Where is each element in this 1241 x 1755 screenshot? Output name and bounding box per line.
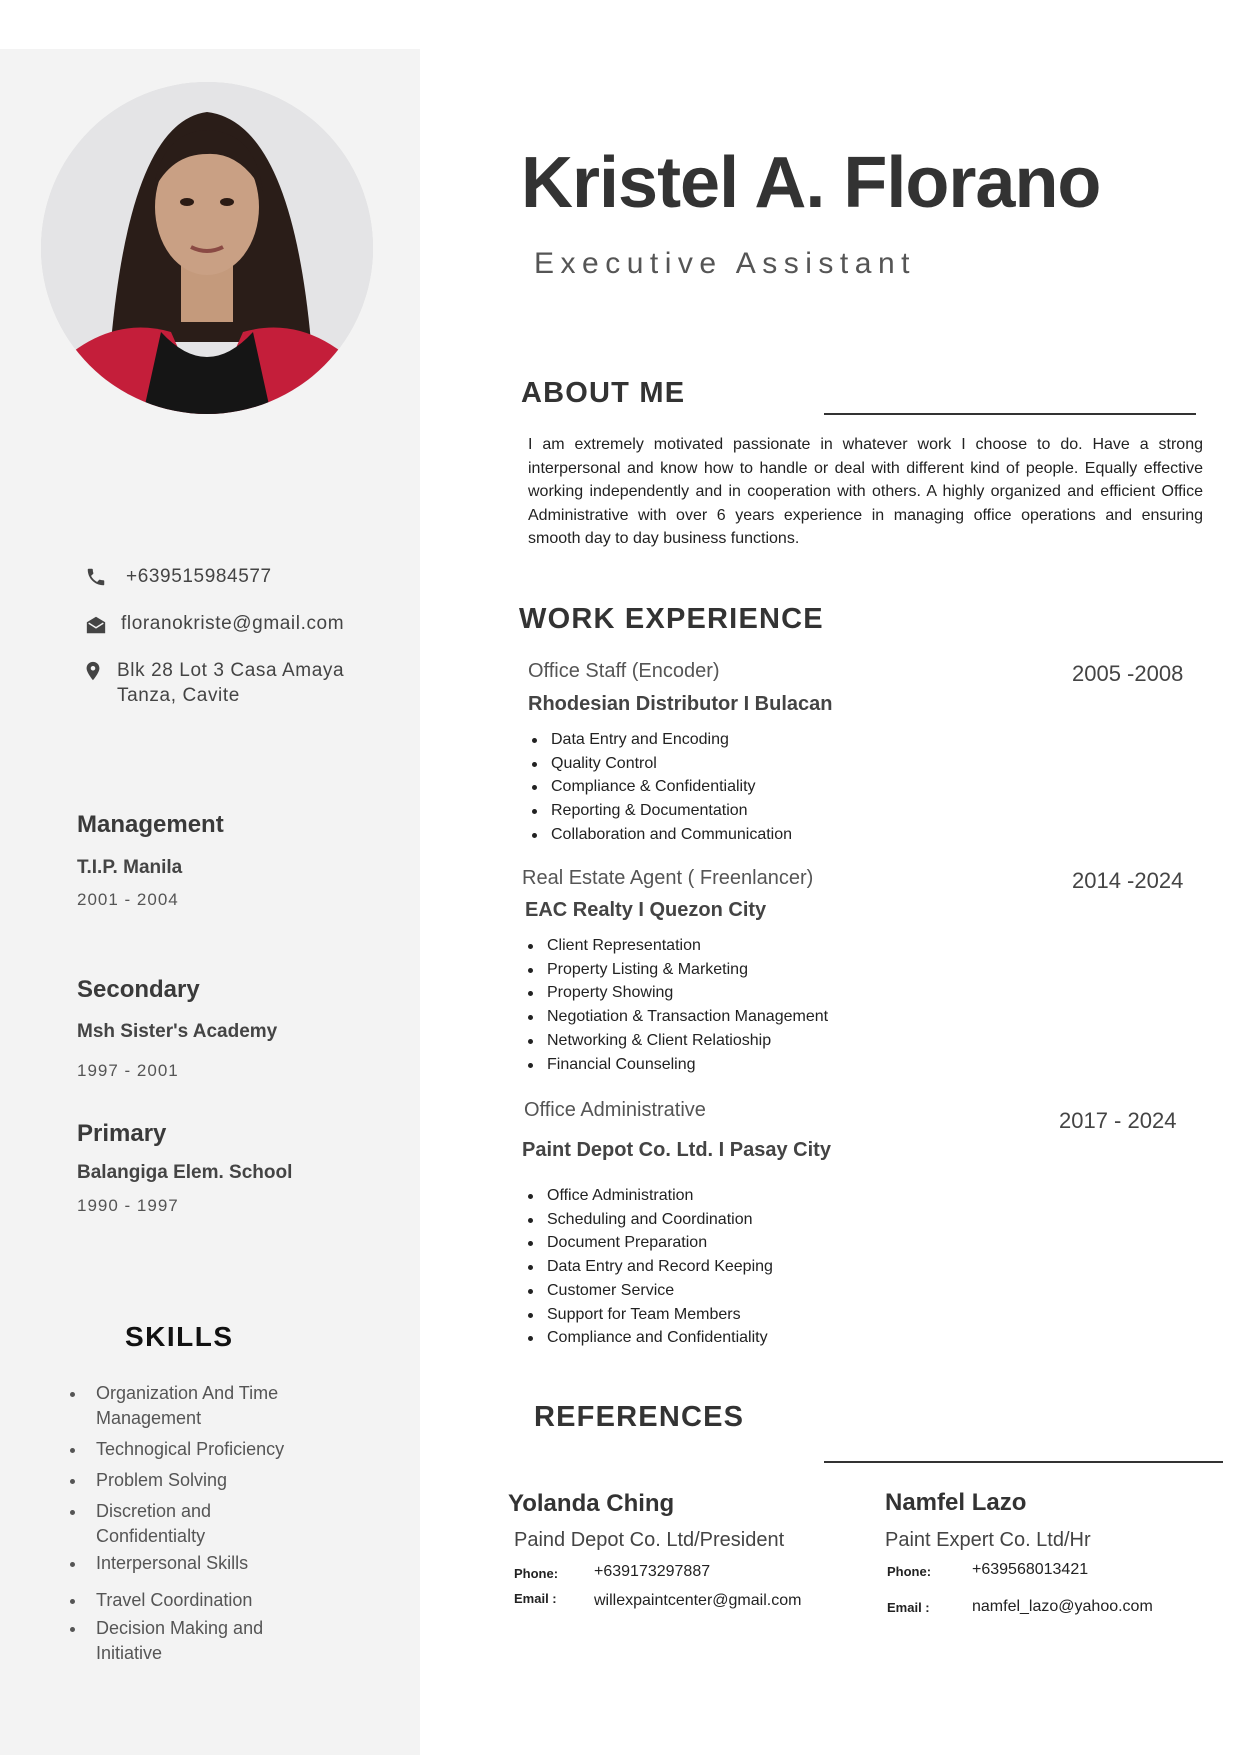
education-level: Management bbox=[77, 811, 224, 838]
job-duties bbox=[525, 1184, 773, 1350]
contact-address-line1: Blk 28 Lot 3 Casa Amaya bbox=[117, 660, 345, 681]
duty-item: Data Entry and Encoding bbox=[529, 728, 792, 752]
job-duties bbox=[529, 728, 792, 847]
reference-name: Yolanda Ching bbox=[508, 1490, 675, 1517]
contact-email: floranokriste@gmail.com bbox=[121, 613, 345, 634]
job-duties bbox=[525, 934, 828, 1076]
contact-phone: +639515984577 bbox=[126, 566, 272, 587]
duty-item: Office Administration bbox=[525, 1184, 773, 1208]
references-divider bbox=[824, 1461, 1223, 1463]
job-years: 2014 -2024 bbox=[1072, 868, 1184, 893]
skill-item: Discretion and Confidentialty bbox=[70, 1499, 211, 1549]
candidate-role: Executive Assistant bbox=[534, 247, 916, 280]
duty-item: Compliance and Confidentiality bbox=[525, 1326, 773, 1350]
reference-role: Paind Depot Co. Ltd/President bbox=[514, 1529, 785, 1551]
duty-item: Collaboration and Communication bbox=[529, 823, 792, 847]
job-title: Real Estate Agent ( Freenlancer) bbox=[522, 867, 814, 889]
references-title: REFERENCES bbox=[534, 1401, 745, 1433]
education-years: 1997 - 2001 bbox=[77, 1061, 179, 1080]
duty-item: Reporting & Documentation bbox=[529, 799, 792, 823]
skill-item: Organization And Time Management bbox=[70, 1381, 278, 1431]
education-years: 1990 - 1997 bbox=[77, 1196, 179, 1215]
duty-item: Quality Control bbox=[529, 752, 792, 776]
reference-role: Paint Expert Co. Ltd/Hr bbox=[885, 1529, 1091, 1551]
education-school: T.I.P. Manila bbox=[77, 857, 183, 878]
education-school: Msh Sister's Academy bbox=[77, 1021, 278, 1042]
education-school: Balangiga Elem. School bbox=[77, 1162, 293, 1183]
reference-email[interactable]: namfel_lazo@yahoo.com bbox=[972, 1598, 1153, 1615]
skill-item: Travel Coordination bbox=[70, 1588, 252, 1613]
duty-item: Document Preparation bbox=[525, 1231, 773, 1255]
duty-item: Compliance & Confidentiality bbox=[529, 775, 792, 799]
skill-item: Interpersonal Skills bbox=[70, 1551, 248, 1576]
skill-item: Problem Solving bbox=[70, 1468, 227, 1493]
duty-item: Property Listing & Marketing bbox=[525, 958, 828, 982]
reference-phone-label: Phone: bbox=[887, 1564, 932, 1579]
profile-photo bbox=[41, 82, 373, 414]
job-company: Rhodesian Distributor I Bulacan bbox=[528, 693, 833, 715]
job-title: Office Staff (Encoder) bbox=[528, 660, 720, 682]
duty-item: Client Representation bbox=[525, 934, 828, 958]
reference-email-label: Email : bbox=[514, 1591, 557, 1606]
phone-icon bbox=[85, 566, 107, 588]
duty-item: Scheduling and Coordination bbox=[525, 1208, 773, 1232]
duty-item: Data Entry and Record Keeping bbox=[525, 1255, 773, 1279]
reference-name: Namfel Lazo bbox=[885, 1489, 1027, 1516]
duty-item: Customer Service bbox=[525, 1279, 773, 1303]
duty-item: Networking & Client Relatioship bbox=[525, 1029, 828, 1053]
education-level: Primary bbox=[77, 1120, 167, 1147]
reference-phone: +639568013421 bbox=[972, 1561, 1089, 1578]
reference-phone-label: Phone: bbox=[514, 1566, 559, 1581]
skill-item: Technogical Proficiency bbox=[70, 1437, 284, 1462]
work-title: WORK EXPERIENCE bbox=[519, 603, 824, 635]
envelope-icon bbox=[85, 614, 107, 636]
education-level: Secondary bbox=[77, 976, 200, 1003]
education-years: 2001 - 2004 bbox=[77, 890, 179, 909]
reference-email[interactable]: willexpaintcenter@gmail.com bbox=[594, 1592, 802, 1609]
reference-phone: +639173297887 bbox=[594, 1563, 711, 1580]
about-title: ABOUT ME bbox=[521, 377, 686, 409]
job-company: Paint Depot Co. Ltd. I Pasay City bbox=[522, 1139, 831, 1161]
job-company: EAC Realty I Quezon City bbox=[525, 899, 767, 921]
duty-item: Negotiation & Transaction Management bbox=[525, 1005, 828, 1029]
contact-address-line2: Tanza, Cavite bbox=[117, 685, 240, 706]
reference-email-label: Email : bbox=[887, 1600, 930, 1615]
duty-item: Financial Counseling bbox=[525, 1053, 828, 1077]
skills-title: SKILLS bbox=[125, 1321, 234, 1352]
location-pin-icon bbox=[82, 660, 104, 682]
duty-item: Support for Team Members bbox=[525, 1303, 773, 1327]
job-title: Office Administrative bbox=[524, 1099, 706, 1121]
job-years: 2005 -2008 bbox=[1072, 661, 1184, 686]
profile-photo-illustration bbox=[41, 82, 373, 414]
about-divider bbox=[824, 413, 1196, 415]
about-text: I am extremely motivated passionate in whatever work I choose to do. Have a strong interpersonal and know how to handle or deal with different kind of people. Equally effective working independently and in cooperation with others. A highly organized and efficient Office Administrative with over 6 years experience in managing office operations and ensuring smooth day to day business functions. bbox=[528, 436, 1203, 547]
duty-item: Property Showing bbox=[525, 981, 828, 1005]
job-years: 2017 - 2024 bbox=[1059, 1108, 1177, 1133]
skill-item: Decision Making and Initiative bbox=[70, 1616, 263, 1666]
candidate-name: Kristel A. Florano bbox=[521, 143, 1101, 223]
